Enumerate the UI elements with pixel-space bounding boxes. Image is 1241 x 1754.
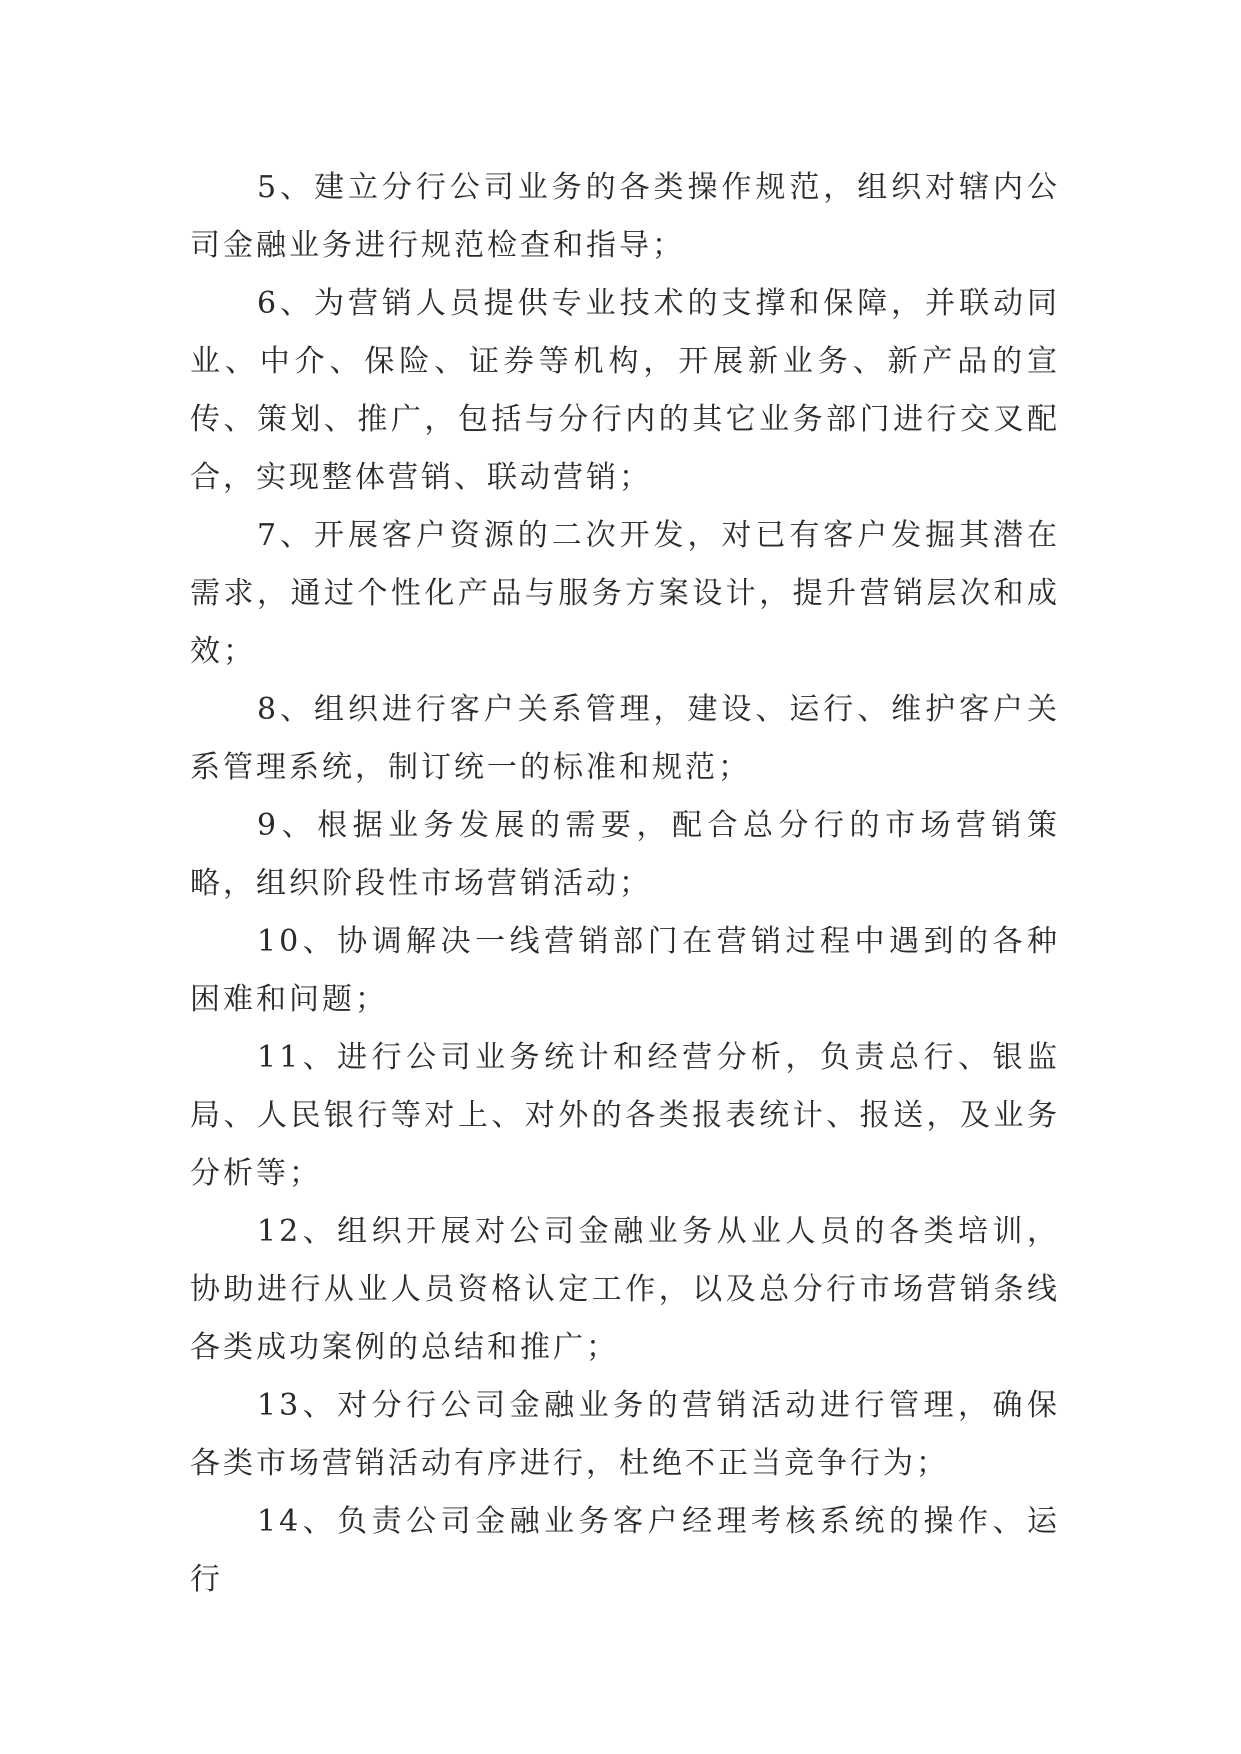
paragraph-item-13: 13、对分行公司金融业务的营销活动进行管理，确保各类市场营销活动有序进行，杜绝不正当竞争行为； [190, 1388, 1060, 1481]
paragraph-item-12: 12、组织开展对公司金融业务从业人员的各类培训，协助进行从业人员资格认定工作，以及总分行市场营销条线各类成功案例的总结和推广； [190, 1214, 1060, 1365]
paragraph-item-7: 7、开展客户资源的二次开发，对已有客户发掘其潜在需求，通过个性化产品与服务方案设计，提升营销层次和成效； [190, 518, 1060, 669]
paragraph-item-8: 8、组织进行客户关系管理，建设、运行、维护客户关系管理系统，制订统一的标准和规范； [190, 692, 1060, 785]
paragraph-item-14: 14、负责公司金融业务客户经理考核系统的操作、运行 [190, 1504, 1060, 1597]
paragraph-item-10: 10、协调解决一线营销部门在营销过程中遇到的各种困难和问题； [190, 924, 1060, 1017]
paragraph-item-11: 11、进行公司业务统计和经营分析，负责总行、银监局、人民银行等对上、对外的各类报表统计、报送，及业务分析等； [190, 1040, 1060, 1191]
paragraph-item-6: 6、为营销人员提供专业技术的支撑和保障，并联动同业、中介、保险、证券等机构，开展新业务、新产品的宣传、策划、推广，包括与分行内的其它业务部门进行交叉配合，实现整体营销、联动营销； [190, 286, 1060, 495]
paragraph-item-9: 9、根据业务发展的需要，配合总分行的市场营销策略，组织阶段性市场营销活动； [190, 808, 1060, 901]
paragraph-item-5: 5、建立分行公司业务的各类操作规范，组织对辖内公司金融业务进行规范检查和指导； [190, 170, 1060, 263]
document-body [190, 159, 1060, 1609]
